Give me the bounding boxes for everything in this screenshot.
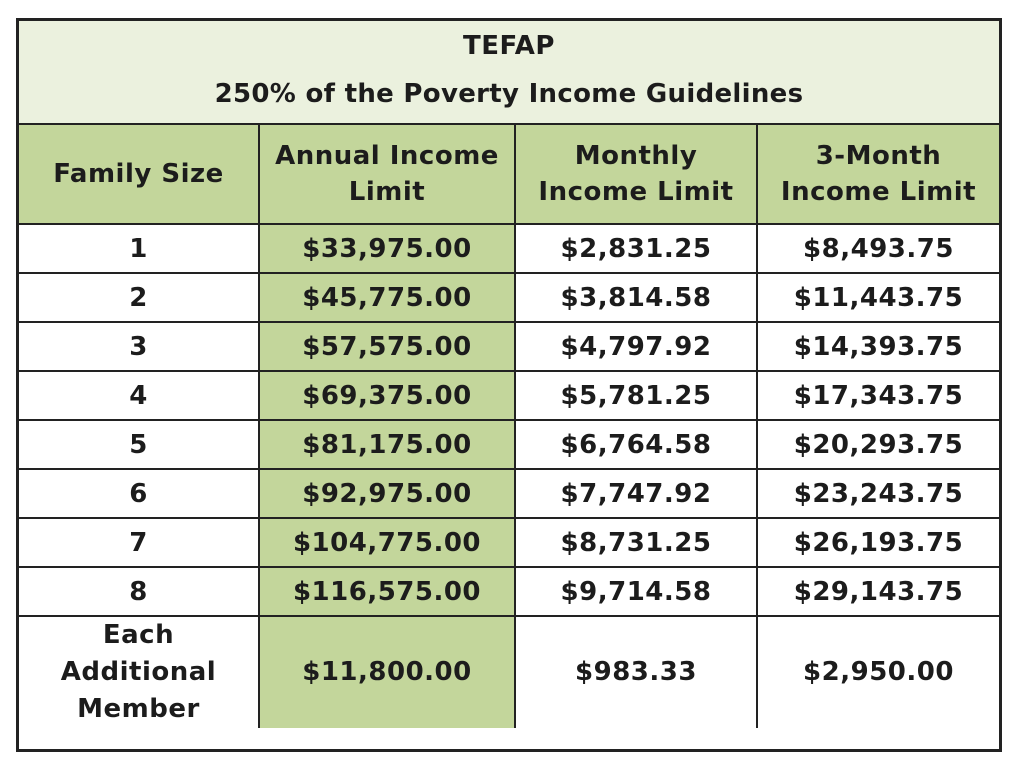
3-month-income-cell: $23,243.75 <box>757 469 999 518</box>
annual-income-cell: $69,375.00 <box>259 371 515 420</box>
header-3month-line1: 3-Month <box>815 141 942 171</box>
family-size-cell: 2 <box>19 273 259 322</box>
income-limit-grid <box>19 125 999 728</box>
table-row <box>19 420 999 469</box>
table-row <box>19 469 999 518</box>
header-3-month-income-limit <box>757 125 999 224</box>
income-guidelines-table <box>16 18 1002 752</box>
table-row <box>19 322 999 371</box>
additional-member-label <box>19 616 259 728</box>
monthly-income-cell: $7,747.92 <box>515 469 757 518</box>
table-subtitle: 250% of the Poverty Income Guidelines <box>214 79 804 109</box>
monthly-income-cell: $3,814.58 <box>515 273 757 322</box>
monthly-income-cell: $8,731.25 <box>515 518 757 567</box>
header-annual-line1: Annual Income <box>275 141 499 171</box>
annual-income-cell: $116,575.00 <box>259 567 515 616</box>
additional-label-line1: Each <box>102 620 175 650</box>
3-month-income-cell: $8,493.75 <box>757 224 999 273</box>
annual-income-cell: $33,975.00 <box>259 224 515 273</box>
3-month-income-cell: $29,143.75 <box>757 567 999 616</box>
monthly-income-cell: $9,714.58 <box>515 567 757 616</box>
annual-income-cell: $57,575.00 <box>259 322 515 371</box>
additional-monthly-cell: $983.33 <box>515 616 757 728</box>
family-size-cell: 7 <box>19 518 259 567</box>
table-row <box>19 224 999 273</box>
header-row <box>19 125 999 224</box>
annual-income-cell: $81,175.00 <box>259 420 515 469</box>
additional-3-month-cell: $2,950.00 <box>757 616 999 728</box>
3-month-income-cell: $17,343.75 <box>757 371 999 420</box>
family-size-cell: 8 <box>19 567 259 616</box>
table-row <box>19 518 999 567</box>
header-monthly-line2: Income Limit <box>538 177 734 207</box>
family-size-cell: 1 <box>19 224 259 273</box>
annual-income-cell: $92,975.00 <box>259 469 515 518</box>
header-family-size <box>19 125 259 224</box>
header-annual-line2: Limit <box>348 177 426 207</box>
3-month-income-cell: $20,293.75 <box>757 420 999 469</box>
additional-label-line3: Member <box>77 694 200 724</box>
family-size-cell: 3 <box>19 322 259 371</box>
additional-annual-cell: $11,800.00 <box>259 616 515 728</box>
header-family-size-label: Family Size <box>53 159 224 189</box>
table-row <box>19 567 999 616</box>
3-month-income-cell: $11,443.75 <box>757 273 999 322</box>
monthly-income-cell: $2,831.25 <box>515 224 757 273</box>
monthly-income-cell: $4,797.92 <box>515 322 757 371</box>
header-3month-line2: Income Limit <box>780 177 977 207</box>
additional-member-row <box>19 616 999 728</box>
additional-label-line2: Additional <box>60 657 217 687</box>
monthly-income-cell: $5,781.25 <box>515 371 757 420</box>
3-month-income-cell: $26,193.75 <box>757 518 999 567</box>
annual-income-cell: $104,775.00 <box>259 518 515 567</box>
table-title-block <box>19 21 999 125</box>
family-size-cell: 6 <box>19 469 259 518</box>
3-month-income-cell: $14,393.75 <box>757 322 999 371</box>
family-size-cell: 5 <box>19 420 259 469</box>
table-row <box>19 371 999 420</box>
table-title: TEFAP <box>463 31 555 61</box>
header-monthly-line1: Monthly <box>574 141 698 171</box>
table-row <box>19 273 999 322</box>
header-annual-income-limit <box>259 125 515 224</box>
family-size-cell: 4 <box>19 371 259 420</box>
monthly-income-cell: $6,764.58 <box>515 420 757 469</box>
annual-income-cell: $45,775.00 <box>259 273 515 322</box>
header-monthly-income-limit <box>515 125 757 224</box>
